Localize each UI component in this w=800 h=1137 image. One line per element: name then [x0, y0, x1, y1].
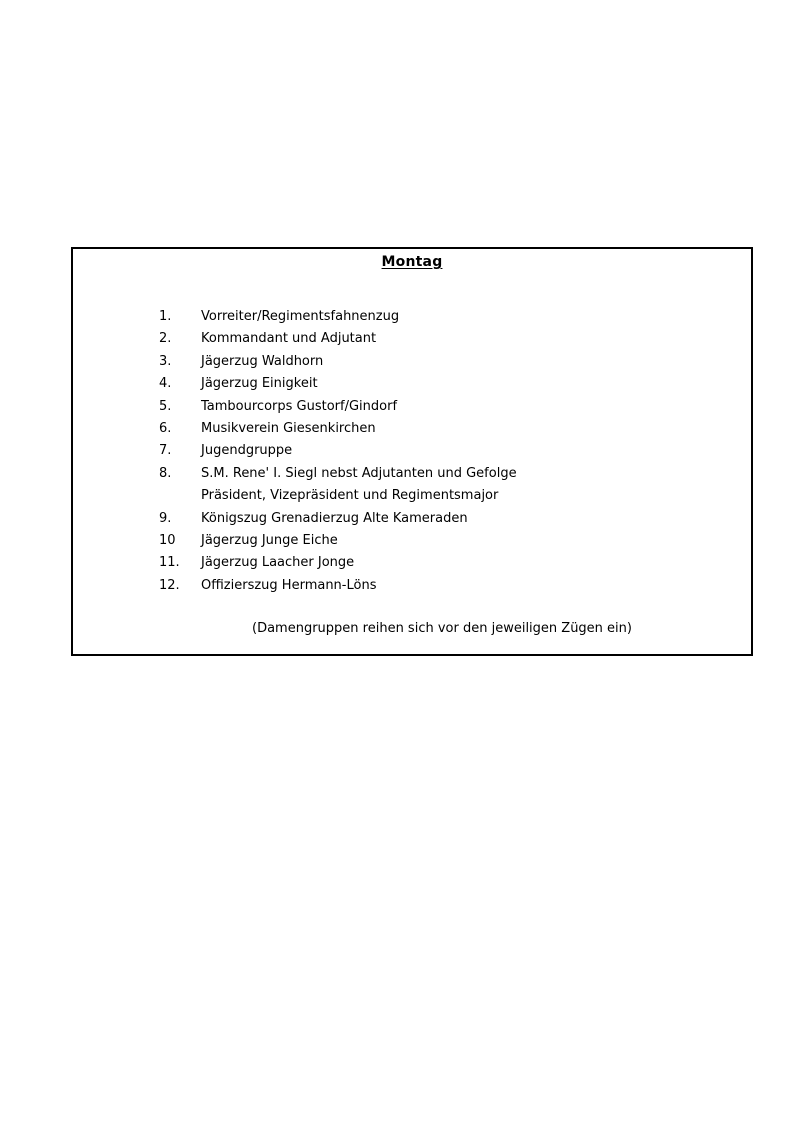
item-text: S.M. Rene' I. Siegl nebst Adjutanten und Gefolge — [201, 465, 517, 481]
list-item — [73, 463, 751, 485]
item-text: Jägerzug Waldhorn — [201, 353, 324, 369]
item-number: 2. — [159, 331, 172, 347]
list-item — [73, 440, 751, 462]
item-text: Kommandant und Adjutant — [201, 331, 377, 347]
item-text: Jägerzug Laacher Jonge — [201, 555, 355, 571]
list-item — [73, 508, 751, 530]
item-text: Jägerzug Einigkeit — [201, 376, 318, 392]
item-text: Präsident, Vizepräsident und Regimentsmajor — [201, 488, 499, 504]
list-item — [73, 328, 751, 350]
footer-note: (Damengruppen reihen sich vor den jeweiligen Zügen ein) — [252, 621, 632, 636]
list-item — [73, 306, 751, 328]
list-item — [73, 530, 751, 552]
item-number: 5. — [159, 398, 172, 414]
list-item-continuation — [73, 485, 751, 507]
item-text: Tambourcorps Gustorf/Gindorf — [201, 398, 398, 414]
item-text: Musikverein Giesenkirchen — [201, 420, 376, 436]
item-number: 1. — [159, 309, 172, 324]
item-text: Jugendgruppe — [201, 443, 293, 459]
list-item — [73, 351, 751, 373]
item-text: Königszug Grenadierzug Alte Kameraden — [201, 510, 468, 526]
item-number: 6. — [159, 420, 172, 436]
item-text: Offizierszug Hermann-Löns — [201, 577, 377, 593]
item-number: 9. — [159, 510, 172, 526]
list-item — [73, 396, 751, 418]
item-number: 12. — [159, 577, 180, 593]
list-item — [73, 552, 751, 574]
item-number: 10 — [159, 532, 176, 548]
schedule-box — [71, 247, 753, 656]
list-item — [73, 418, 751, 440]
item-text: Jägerzug Junge Eiche — [201, 532, 338, 548]
item-number: 8. — [159, 465, 172, 481]
item-number: 4. — [159, 376, 172, 392]
list-item — [73, 575, 751, 597]
item-number: 11. — [159, 555, 180, 571]
item-number: 3. — [159, 353, 172, 369]
schedule-list — [73, 306, 751, 597]
list-item — [73, 373, 751, 395]
schedule-title: Montag — [381, 254, 443, 270]
item-number: 7. — [159, 443, 172, 459]
item-text: Vorreiter/Regimentsfahnenzug — [201, 309, 400, 324]
